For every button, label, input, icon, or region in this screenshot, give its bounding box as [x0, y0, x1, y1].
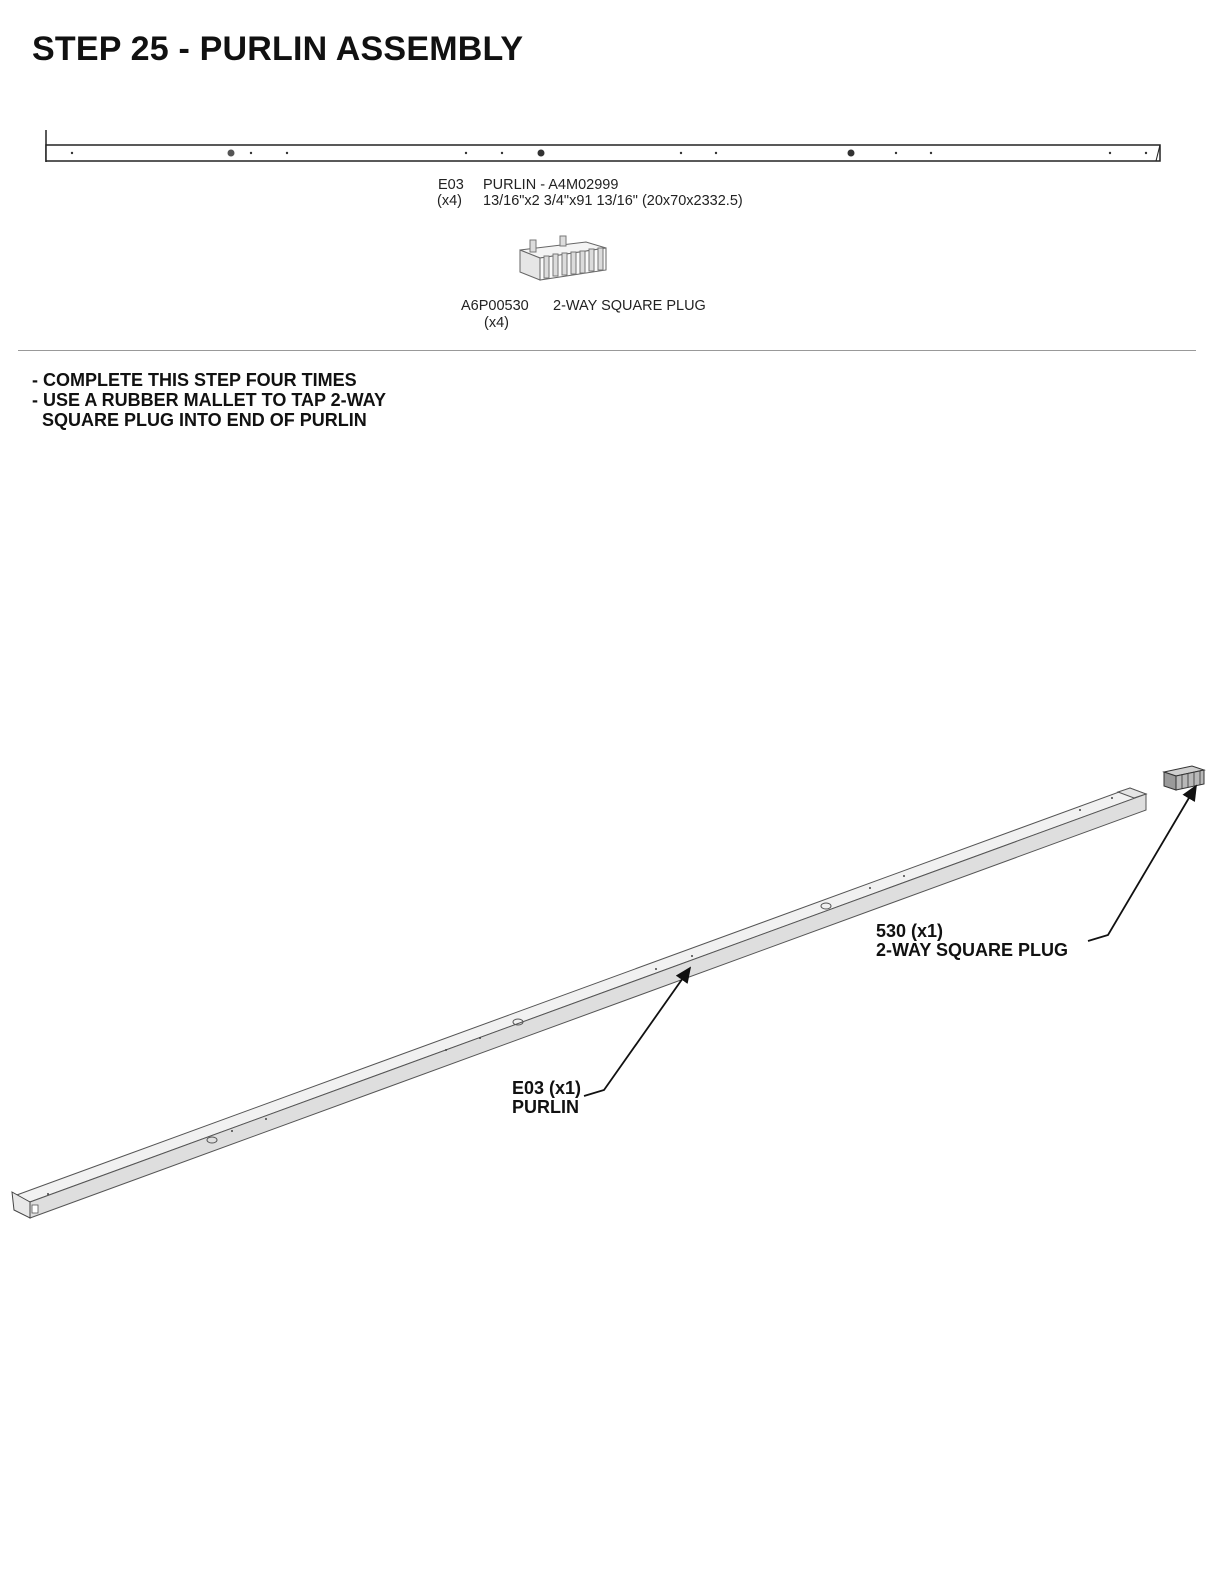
- part-dimensions: 13/16"x2 3/4"x91 13/16" (20x70x2332.5): [483, 193, 743, 209]
- purlin-callout-name: PURLIN: [512, 1097, 579, 1117]
- part-name: PURLIN - A4M02999: [483, 177, 619, 193]
- instruction-item: - COMPLETE THIS STEP FOUR TIMES: [32, 370, 357, 390]
- page-title: STEP 25 - PURLIN ASSEMBLY: [32, 30, 524, 68]
- part-code: A6P00530: [461, 298, 529, 314]
- plug-callout-code: 530 (x1): [876, 921, 944, 941]
- square-plug-icon: [1164, 766, 1204, 790]
- section-divider: [18, 350, 1196, 351]
- purlin-isometric: [12, 788, 1146, 1218]
- instruction-item: - USE A RUBBER MALLET TO TAP 2-WAY: [32, 390, 387, 410]
- part-quantity: (x4): [437, 193, 462, 209]
- assembly-drawing: [0, 740, 1224, 1260]
- part-name: 2-WAY SQUARE PLUG: [553, 298, 706, 314]
- purlin-callout-code: E03 (x1): [512, 1078, 582, 1098]
- plug-callout-name: 2-WAY SQUARE PLUG: [876, 940, 1069, 960]
- purlin-icon: [46, 130, 1160, 162]
- square-plug-icon: [520, 236, 606, 280]
- instruction-item: SQUARE PLUG INTO END OF PURLIN: [32, 410, 367, 430]
- part-quantity: (x4): [484, 315, 509, 331]
- part-code: E03: [438, 177, 464, 193]
- instructions-list: [32, 370, 386, 430]
